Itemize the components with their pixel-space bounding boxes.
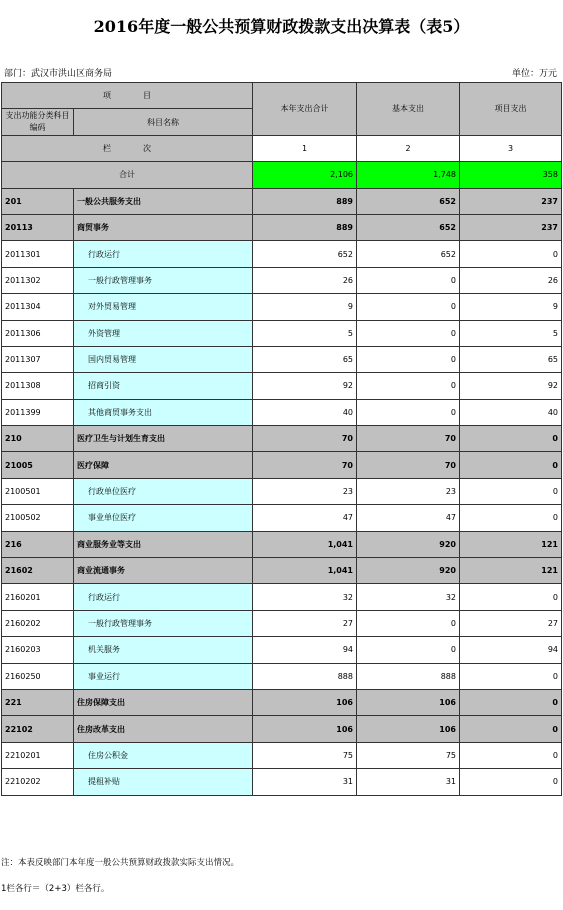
row-basic: 75 (357, 742, 460, 768)
row-code: 2160202 (2, 610, 74, 636)
table-row (2, 320, 562, 346)
row-total: 47 (253, 505, 357, 531)
row-project: 0 (460, 742, 562, 768)
row-project: 0 (460, 241, 562, 267)
table-row (2, 769, 562, 795)
row-total: 889 (253, 214, 357, 240)
row-code: 21602 (2, 558, 74, 584)
row-total: 889 (253, 188, 357, 214)
row-total: 9 (253, 294, 357, 320)
table-row (2, 610, 562, 636)
row-code: 2011302 (2, 267, 74, 293)
table-row (2, 346, 562, 372)
row-project: 0 (460, 769, 562, 795)
note-line: 注：本表反映部门本年度一般公共预算财政拨款实际支出情况。 (1, 858, 240, 868)
row-total: 1,041 (253, 558, 357, 584)
header-item: 项 目 (2, 83, 253, 109)
row-total: 23 (253, 478, 357, 504)
total-basic: 1,748 (357, 162, 460, 188)
row-name: 商贸事务 (74, 214, 253, 240)
row-basic: 0 (357, 346, 460, 372)
row-project: 0 (460, 663, 562, 689)
row-code: 201 (2, 188, 74, 214)
row-basic: 0 (357, 399, 460, 425)
table-row (2, 452, 562, 478)
row-total: 94 (253, 637, 357, 663)
header-col3: 3 (460, 135, 562, 161)
row-name: 医疗卫生与计划生育支出 (74, 426, 253, 452)
row-project: 0 (460, 716, 562, 742)
row-project: 237 (460, 188, 562, 214)
row-name: 外资管理 (74, 320, 253, 346)
row-project: 121 (460, 558, 562, 584)
table-row (2, 558, 562, 584)
row-project: 26 (460, 267, 562, 293)
table-row (2, 426, 562, 452)
row-total: 27 (253, 610, 357, 636)
row-basic: 70 (357, 426, 460, 452)
row-name: 对外贸易管理 (74, 294, 253, 320)
total-label: 合计 (2, 162, 253, 188)
row-basic: 652 (357, 214, 460, 240)
header-total: 本年支出合计 (253, 83, 357, 136)
row-total: 75 (253, 742, 357, 768)
table-row (2, 637, 562, 663)
row-basic: 31 (357, 769, 460, 795)
row-project: 5 (460, 320, 562, 346)
row-name: 商业服务业等支出 (74, 531, 253, 557)
row-total: 1,041 (253, 531, 357, 557)
row-project: 40 (460, 399, 562, 425)
header-col1: 1 (253, 135, 357, 161)
row-code: 2011308 (2, 373, 74, 399)
row-project: 0 (460, 584, 562, 610)
row-code: 216 (2, 531, 74, 557)
row-code: 2011304 (2, 294, 74, 320)
table-row (2, 505, 562, 531)
row-project: 27 (460, 610, 562, 636)
row-total: 65 (253, 346, 357, 372)
row-name: 提租补贴 (74, 769, 253, 795)
header-col2: 2 (357, 135, 460, 161)
row-name: 一般行政管理事务 (74, 267, 253, 293)
row-total: 106 (253, 689, 357, 715)
header-name: 科目名称 (74, 109, 253, 135)
table-row (2, 742, 562, 768)
row-basic: 920 (357, 558, 460, 584)
row-code: 22102 (2, 716, 74, 742)
row-total: 40 (253, 399, 357, 425)
table-row (2, 531, 562, 557)
row-name: 商业流通事务 (74, 558, 253, 584)
table-row (2, 373, 562, 399)
header-basic: 基本支出 (357, 83, 460, 136)
row-name: 一般公共服务支出 (74, 188, 253, 214)
row-project: 0 (460, 505, 562, 531)
row-name: 招商引资 (74, 373, 253, 399)
row-basic: 0 (357, 294, 460, 320)
row-total: 92 (253, 373, 357, 399)
row-basic: 920 (357, 531, 460, 557)
row-basic: 0 (357, 610, 460, 636)
total-project: 358 (460, 162, 562, 188)
department-label: 部门：武汉市洪山区商务局 (4, 69, 113, 79)
row-code: 2210201 (2, 742, 74, 768)
table-row (2, 478, 562, 504)
table-row (2, 689, 562, 715)
row-name: 事业运行 (74, 663, 253, 689)
row-code: 221 (2, 689, 74, 715)
row-project: 9 (460, 294, 562, 320)
row-code: 2160201 (2, 584, 74, 610)
total-row (2, 162, 562, 188)
row-project: 0 (460, 689, 562, 715)
row-code: 2011399 (2, 399, 74, 425)
unit-label: 单位：万元 (511, 69, 557, 79)
row-total: 32 (253, 584, 357, 610)
row-project: 92 (460, 373, 562, 399)
row-project: 0 (460, 426, 562, 452)
row-project: 121 (460, 531, 562, 557)
row-name: 住房改革支出 (74, 716, 253, 742)
row-name: 行政运行 (74, 241, 253, 267)
row-total: 888 (253, 663, 357, 689)
header-project: 项目支出 (460, 83, 562, 136)
table-row (2, 294, 562, 320)
row-name: 行政单位医疗 (74, 478, 253, 504)
row-basic: 106 (357, 716, 460, 742)
row-total: 106 (253, 716, 357, 742)
row-total: 652 (253, 241, 357, 267)
row-total: 5 (253, 320, 357, 346)
row-total: 31 (253, 769, 357, 795)
row-code: 21005 (2, 452, 74, 478)
row-project: 0 (460, 452, 562, 478)
row-basic: 70 (357, 452, 460, 478)
row-code: 2100502 (2, 505, 74, 531)
row-project: 237 (460, 214, 562, 240)
row-basic: 23 (357, 478, 460, 504)
row-basic: 32 (357, 584, 460, 610)
row-project: 65 (460, 346, 562, 372)
page-title: 2016年度一般公共预算财政拨款支出决算表（表5） (93, 17, 470, 36)
row-project: 94 (460, 637, 562, 663)
row-name: 机关服务 (74, 637, 253, 663)
row-basic: 652 (357, 188, 460, 214)
row-name: 一般行政管理事务 (74, 610, 253, 636)
table-row (2, 716, 562, 742)
row-code: 2011307 (2, 346, 74, 372)
row-name: 住房公积金 (74, 742, 253, 768)
row-name: 住房保障支出 (74, 689, 253, 715)
row-code: 2011301 (2, 241, 74, 267)
table-row (2, 241, 562, 267)
row-project: 0 (460, 478, 562, 504)
table-row (2, 399, 562, 425)
row-basic: 0 (357, 637, 460, 663)
row-name: 事业单位医疗 (74, 505, 253, 531)
row-basic: 0 (357, 320, 460, 346)
header-code: 支出功能分类科目编码 (2, 109, 74, 135)
row-code: 2210202 (2, 769, 74, 795)
table-row (2, 663, 562, 689)
table-row (2, 584, 562, 610)
row-total: 26 (253, 267, 357, 293)
row-code: 20113 (2, 214, 74, 240)
row-name: 其他商贸事务支出 (74, 399, 253, 425)
table-row (2, 267, 562, 293)
row-code: 2011306 (2, 320, 74, 346)
row-code: 2160250 (2, 663, 74, 689)
row-basic: 888 (357, 663, 460, 689)
row-name: 行政运行 (74, 584, 253, 610)
row-code: 2160203 (2, 637, 74, 663)
row-total: 70 (253, 426, 357, 452)
table-row (2, 188, 562, 214)
table-row (2, 214, 562, 240)
header-column: 栏 次 (2, 135, 253, 161)
row-name: 国内贸易管理 (74, 346, 253, 372)
row-basic: 0 (357, 267, 460, 293)
expenditure-table (1, 82, 562, 796)
row-code: 210 (2, 426, 74, 452)
row-basic: 0 (357, 373, 460, 399)
row-basic: 106 (357, 689, 460, 715)
row-basic: 652 (357, 241, 460, 267)
total-sum: 2,106 (253, 162, 357, 188)
row-total: 70 (253, 452, 357, 478)
row-code: 2100501 (2, 478, 74, 504)
row-name: 医疗保障 (74, 452, 253, 478)
note-line: 1栏各行＝（2+3）栏各行。 (1, 884, 110, 894)
row-basic: 47 (357, 505, 460, 531)
